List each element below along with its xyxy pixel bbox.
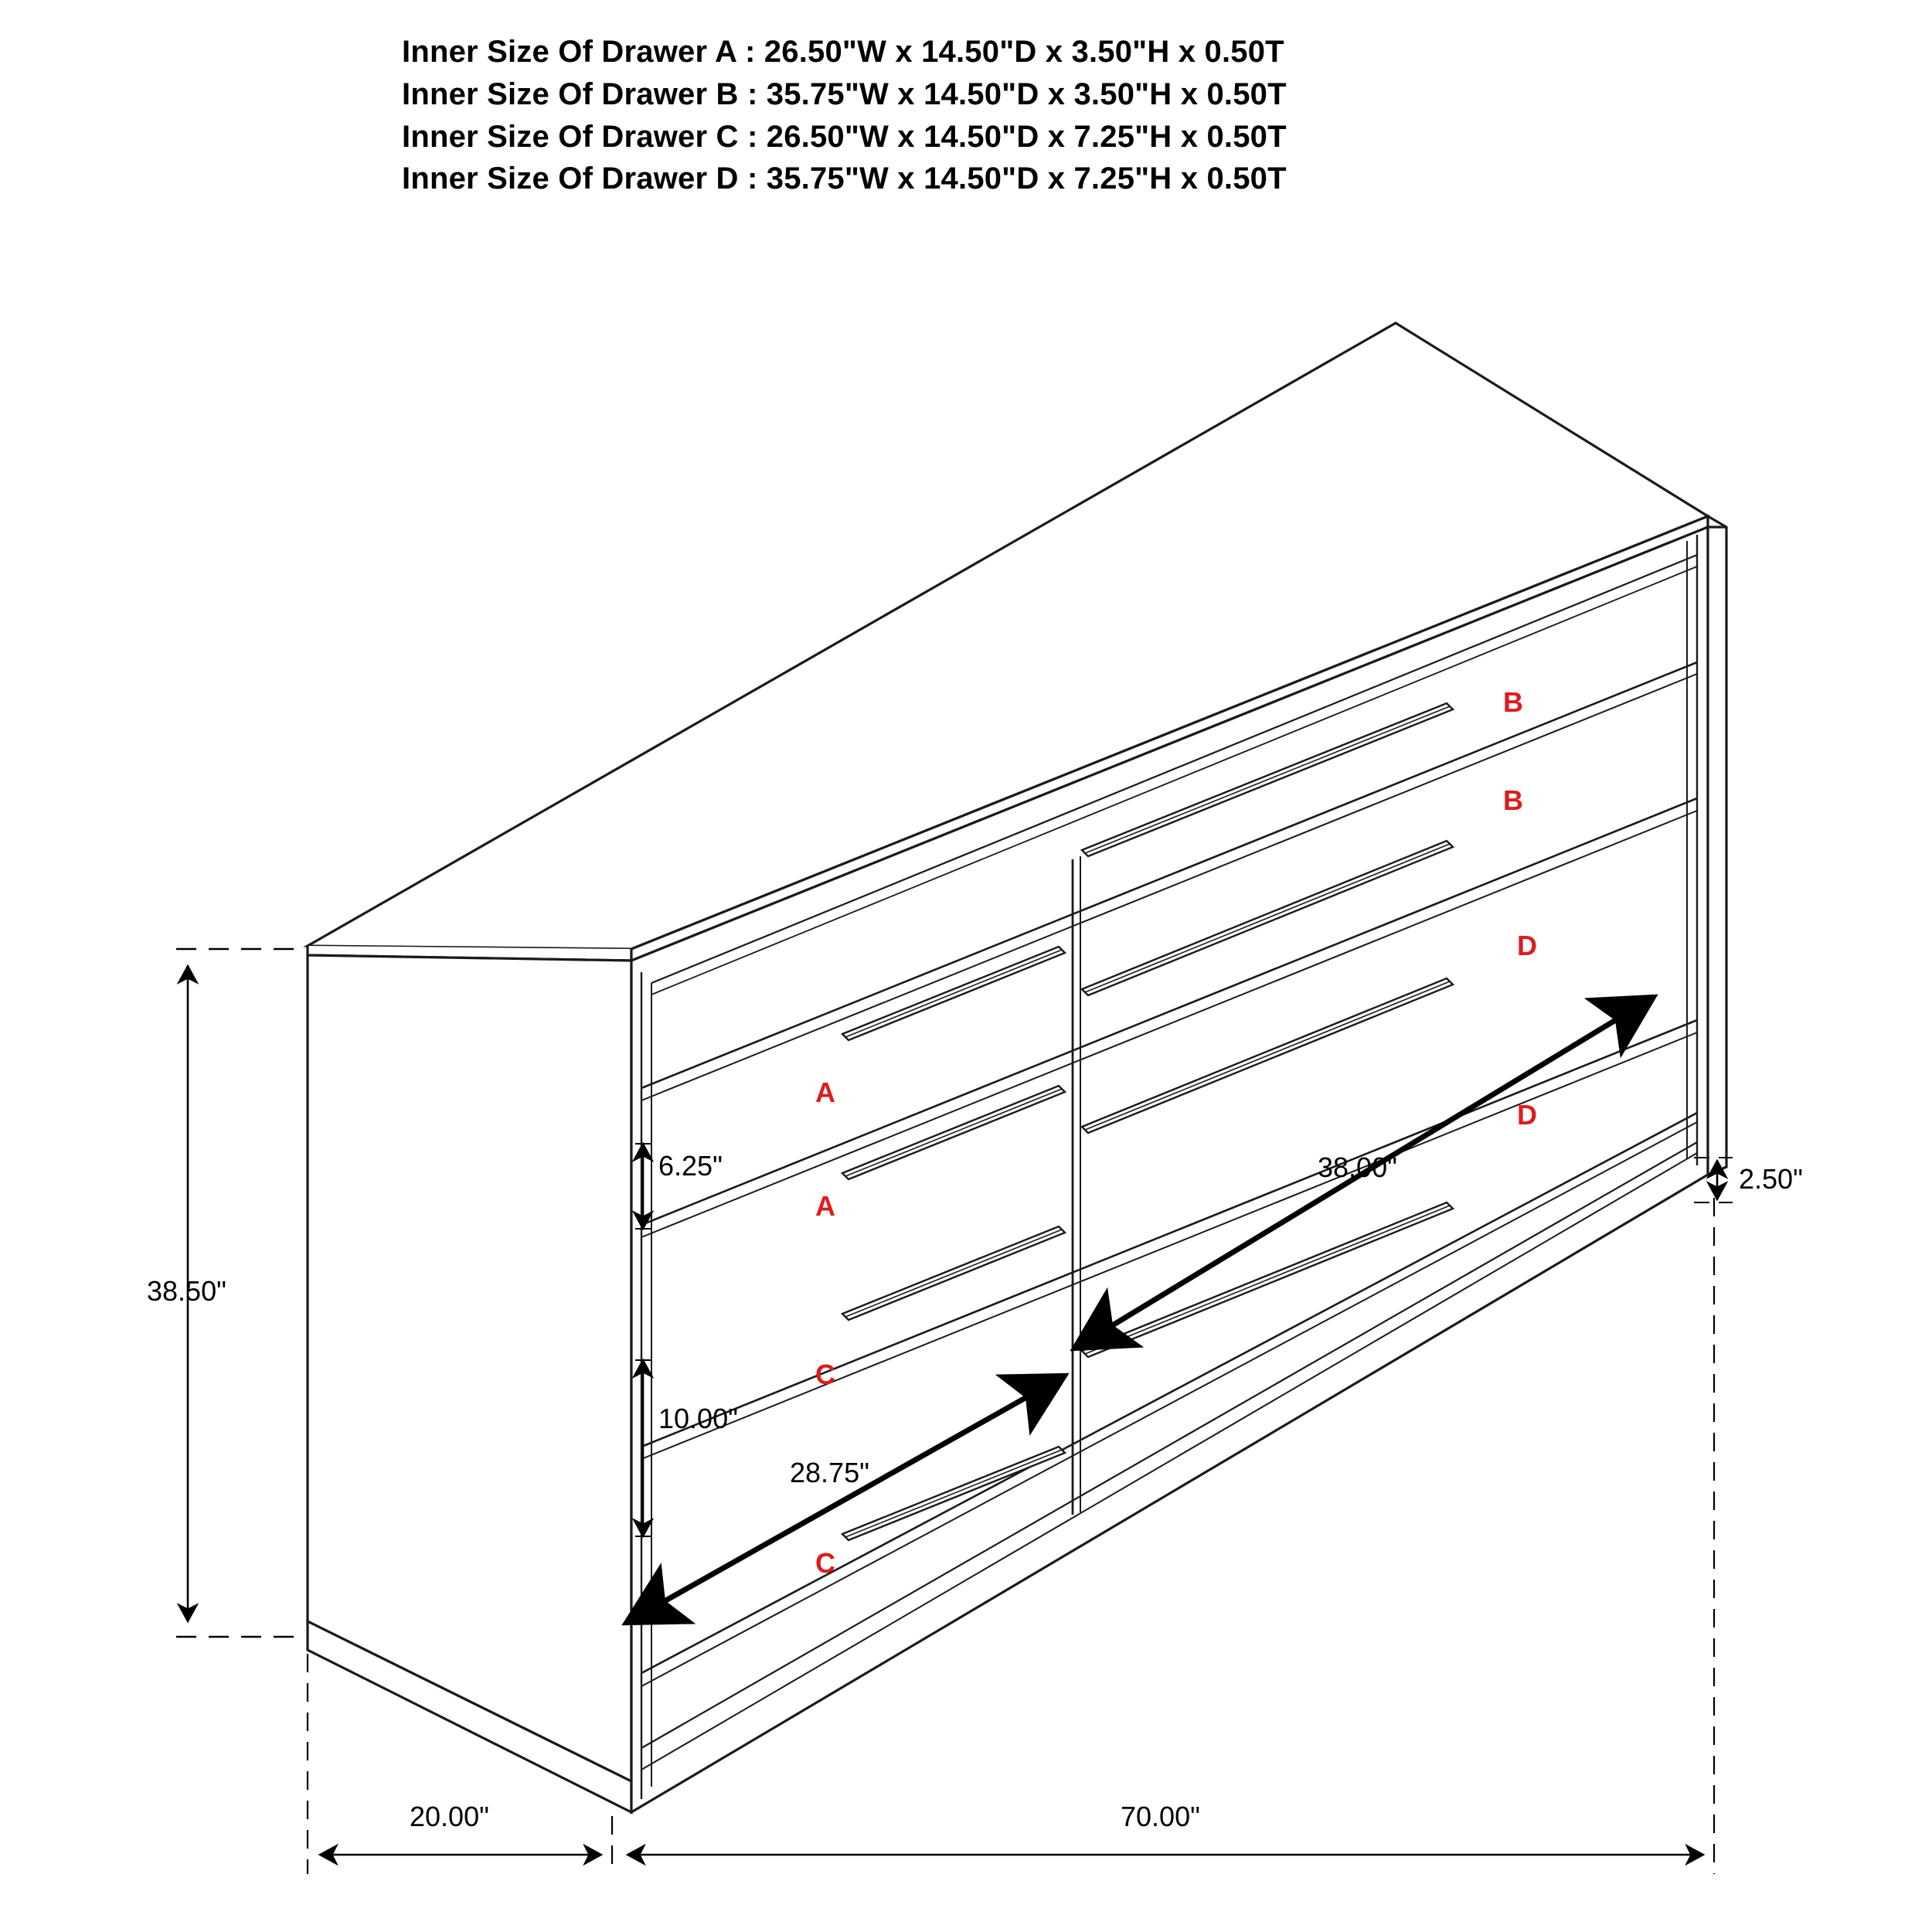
dim-drawer-right-width-label: 38.00"	[1318, 1151, 1397, 1183]
drawer-label-c-fourth: C	[815, 1547, 835, 1579]
dim-drawer-a-height-label: 6.25"	[658, 1150, 723, 1182]
drawer-label-b-second: B	[1503, 784, 1523, 816]
spec-line-c: Inner Size Of Drawer C : 26.50"W x 14.50"D x 7.25"H x 0.50T	[402, 119, 1287, 154]
spec-line-a: Inner Size Of Drawer A : 26.50"W x 14.50"D x 3.50"H x 0.50T	[402, 35, 1284, 69]
drawer-label-d-third: D	[1517, 930, 1537, 961]
dim-total-height-label: 38.50"	[147, 1275, 226, 1307]
dim-width-label: 70.00"	[1121, 1801, 1200, 1832]
spec-line-d: Inner Size Of Drawer D : 35.75"W x 14.50"D x 7.25"H x 0.50T	[402, 162, 1287, 196]
spec-line-b: Inner Size Of Drawer B : 35.75"W x 14.50"D x 3.50"H x 0.50T	[402, 77, 1287, 111]
drawer-label-c-third: C	[815, 1359, 835, 1390]
dim-depth-label: 20.00"	[410, 1801, 489, 1832]
drawer-label-d-fourth: D	[1517, 1099, 1537, 1131]
dim-drawer-left-width-label: 28.75"	[790, 1457, 869, 1488]
drawer-label-a-second: A	[815, 1190, 835, 1222]
dim-drawer-c-height-label: 10.00"	[658, 1403, 738, 1434]
dim-base-height-label: 2.50"	[1739, 1163, 1803, 1195]
drawer-label-b-top: B	[1503, 686, 1523, 718]
drawer-label-a-top: A	[815, 1077, 835, 1108]
